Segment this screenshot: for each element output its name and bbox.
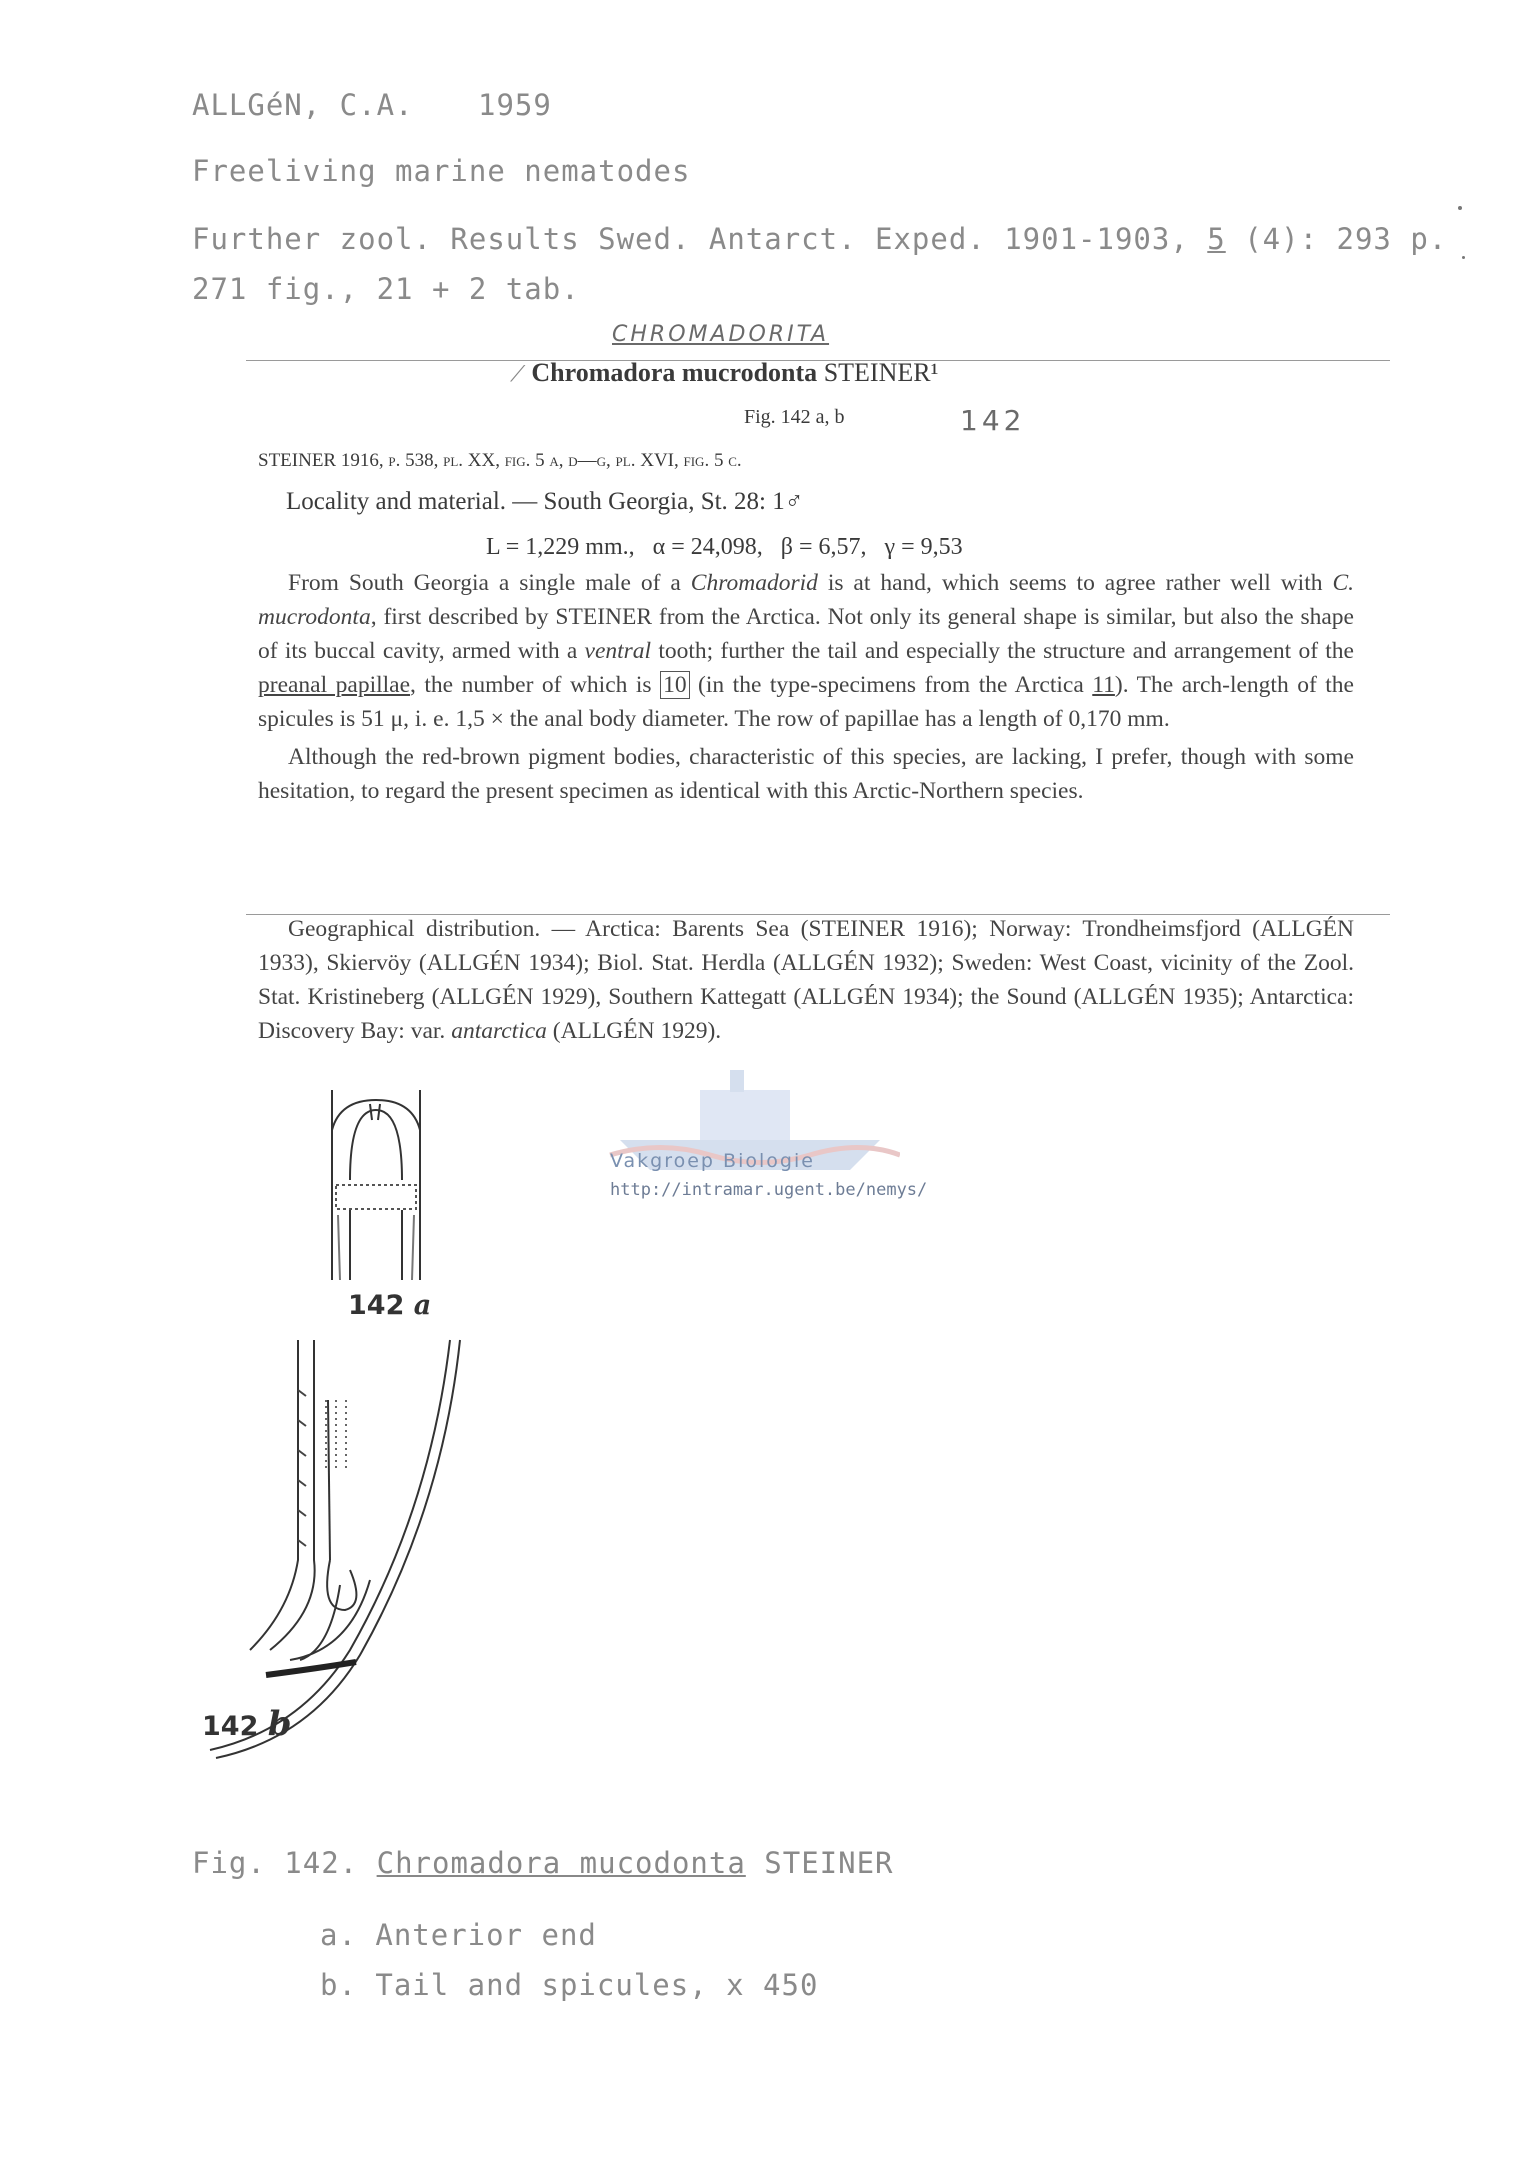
measurements: L = 1,229 mm., α = 24,098, β = 6,57, γ = 9,53 bbox=[486, 534, 963, 560]
author bbox=[192, 88, 552, 122]
tail-spicules-drawing bbox=[210, 1340, 460, 1758]
caption-item-a: a. Anterior end bbox=[320, 1918, 597, 1952]
caption-item-b: b. Tail and spicules, x 450 bbox=[320, 1968, 819, 2002]
figure-caption: Fig. 142. Chromadora mucodonta STEINER bbox=[192, 1846, 894, 1880]
checkmark-icon: ⟋ bbox=[510, 361, 526, 386]
watermark-url: http://intramar.ugent.be/nemys/ bbox=[610, 1180, 928, 1200]
figure-label-a: 142 a bbox=[348, 1290, 432, 1321]
papillae-count-boxed: 10 bbox=[660, 671, 690, 699]
publication-year: 1959 bbox=[477, 88, 552, 122]
handwritten-genus-note: CHROMADORITA bbox=[612, 322, 830, 347]
synonymy: STEINER 1916, p. 538, pl. XX, fig. 5 a, d—g, pl. XVI, fig. 5 c. bbox=[258, 450, 742, 471]
watermark-org: Vakgroep Biologie bbox=[610, 1150, 815, 1172]
paragraph-2: Although the red-brown pigment bodies, characteristic of this species, are lacking, I prefer, though with some hesitation, to regard the present specimen as identical with this Arctic-Northern species. bbox=[258, 744, 1354, 804]
species-heading bbox=[510, 358, 938, 388]
citation-pages: (4): 293 p. bbox=[1225, 222, 1448, 256]
species-name: Chromadora mucrodonta bbox=[531, 358, 818, 387]
species-author: STEINER¹ bbox=[823, 358, 939, 387]
citation-journal: Further zool. Results Swed. Antarct. Exped. 1901-1903, bbox=[192, 222, 1208, 256]
locality: Locality and material. — South Georgia, St. 28: 1♂ bbox=[286, 488, 804, 515]
citation-volume: 5 bbox=[1207, 222, 1226, 256]
reference-title: Freeliving marine nematodes bbox=[192, 154, 691, 188]
handwritten-page-note: 142 bbox=[960, 404, 1026, 437]
nematode-drawing bbox=[180, 1090, 500, 1790]
speck bbox=[1458, 206, 1462, 210]
distribution: Geographical distribution. — Arctica: Barents Sea (STEINER 1916); Norway: Trondheimsfjord (ALLGÉN 1933), Skiervöy (ALLGÉN 1934); Biol. Stat. Herdla (ALLGÉN 1932); Sweden: West Coast, vicinity of the Zool. Stat. Kristineberg (ALLGÉN 1929), Southern Kattegatt (ALLGÉN 1934); the Sound (ALLGÉN 1935); Antarctica: Discovery Bay: var. antarctica (ALLGÉN 1929). bbox=[258, 916, 1354, 1044]
figure-reference: Fig. 142 a, b bbox=[744, 406, 845, 428]
citation-line-2: 271 fig., 21 + 2 tab. bbox=[192, 272, 580, 306]
author-name: ALLGéN, C.A. bbox=[192, 88, 414, 122]
paragraph-1: From South Georgia a single male of a Chromadorid is at hand, which seems to agree rather well with C. mucrodonta, first described by STEINER from the Arctica. Not only its general shape is similar, but also the shape of its buccal cavity, armed with a ventral tooth; further the tail and especially the structure and arrangement of the preanal papillae, the number of which is 10 (in the type-specimens from the Arctica 11). The arch-length of the spicules is 51 μ, i. e. 1,5 × the anal body diameter. The row of papillae has a length of 0,170 mm. bbox=[258, 570, 1354, 732]
citation-line-1 bbox=[192, 222, 1447, 256]
figure-label-b: 142 b bbox=[202, 1704, 292, 1744]
anterior-end-drawing bbox=[332, 1090, 420, 1280]
description bbox=[258, 566, 1354, 808]
caption-species: Chromadora mucodonta bbox=[376, 1846, 746, 1880]
speck bbox=[1462, 256, 1465, 259]
